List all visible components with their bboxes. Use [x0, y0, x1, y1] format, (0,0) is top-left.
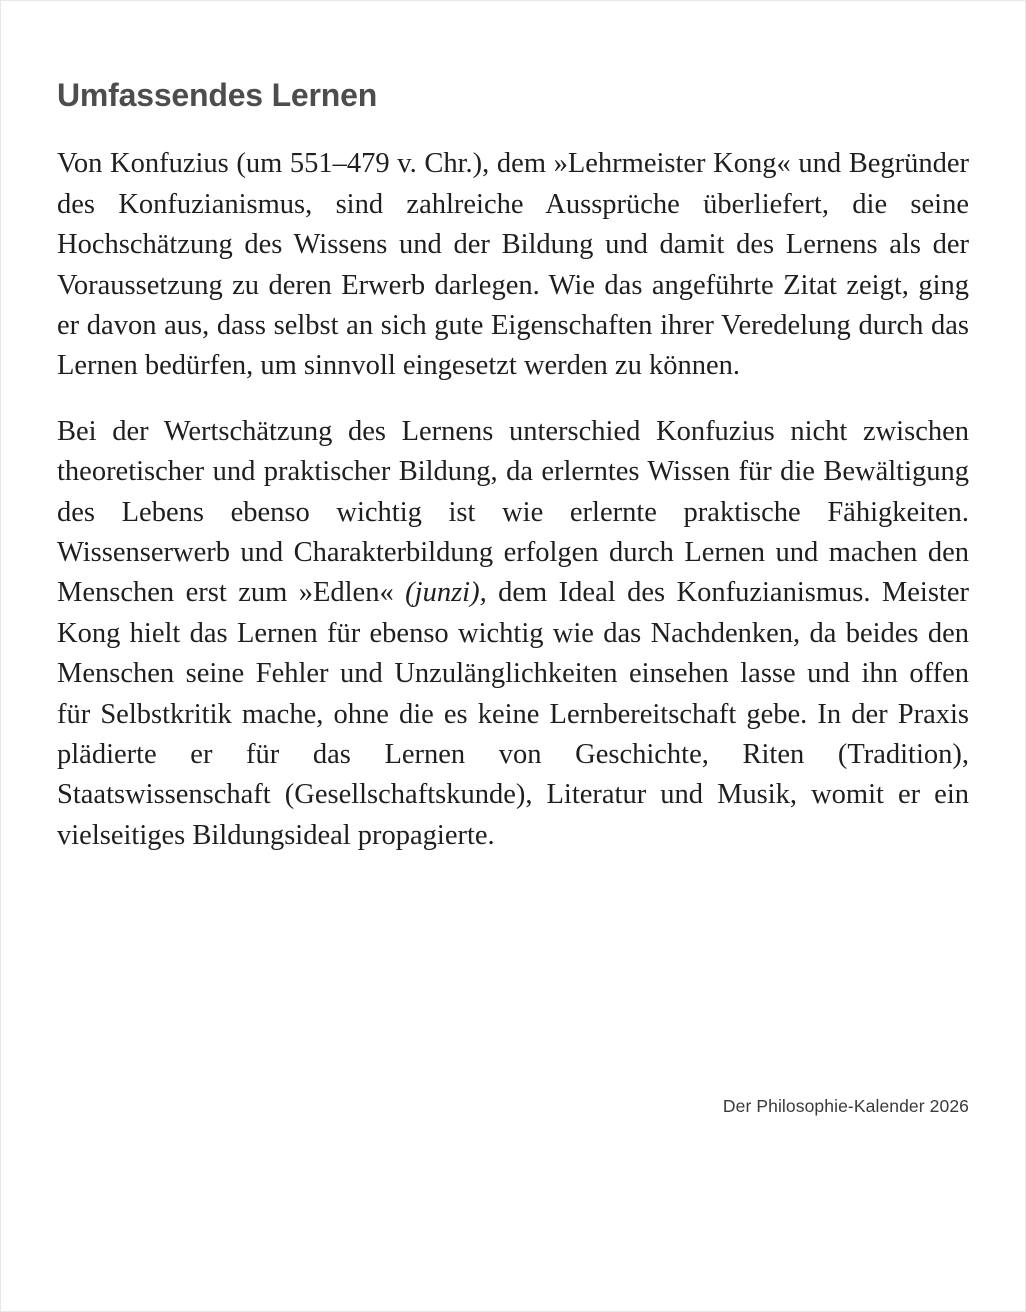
paragraph-2-italic-term: (junzi),: [405, 577, 487, 609]
paragraph-2: [57, 412, 969, 856]
article-body: [57, 144, 969, 856]
paragraph-2-text-before-italic: Bei der Wertschätzung des Lernens unterschied Konfuzius nicht zwischen theoretischer und praktischer Bildung, da erlerntes Wissen für die Bewältigung des Lebens ebenso wichtig ist wie erlernte praktische Fähigkeiten. Wissenserwerb und Charakterbildung erfolgen durch Lernen und machen den Menschen erst zum »Edlen«: [57, 415, 969, 609]
paragraph-1: Von Konfuzius (um 551–479 v. Chr.), dem »Lehrmeister Kong« und Begründer des Konfuzianismus, sind zahlreiche Aussprüche überliefert, die seine Hochschätzung des Wissens und der Bildung und damit des Lernens als der Voraussetzung zu deren Erwerb darlegen. Wie das angeführte Zitat zeigt, ging er davon aus, dass selbst an sich gute Eigenschaften ihrer Veredelung durch das Lernen bedürfen, um sinnvoll eingesetzt werden zu können.: [57, 148, 969, 382]
page-title: Umfassendes Lernen: [57, 77, 378, 113]
page-footer: [57, 1095, 969, 1118]
page-content: [57, 1, 969, 856]
paragraph-2-text-after-italic: dem Ideal des Konfuzianismus. Meister Kong hielt das Lernen für ebenso wichtig wie das Nachdenken, da beides den Menschen seine Fehler und Unzulänglichkeiten einsehen lasse und ihn offen für Selbstkritik mache, ohne die es keine Lernbereitschaft gebe. In der Praxis plädierte er für das Lernen von Geschichte, Riten (Tradition), Staatswissenschaft (Gesellschaftskunde), Literatur und Musik, womit er ein vielseitiges Bildungsideal propagierte.: [57, 577, 969, 851]
source-attribution: Der Philosophie-Kalender 2026: [722, 1096, 969, 1116]
